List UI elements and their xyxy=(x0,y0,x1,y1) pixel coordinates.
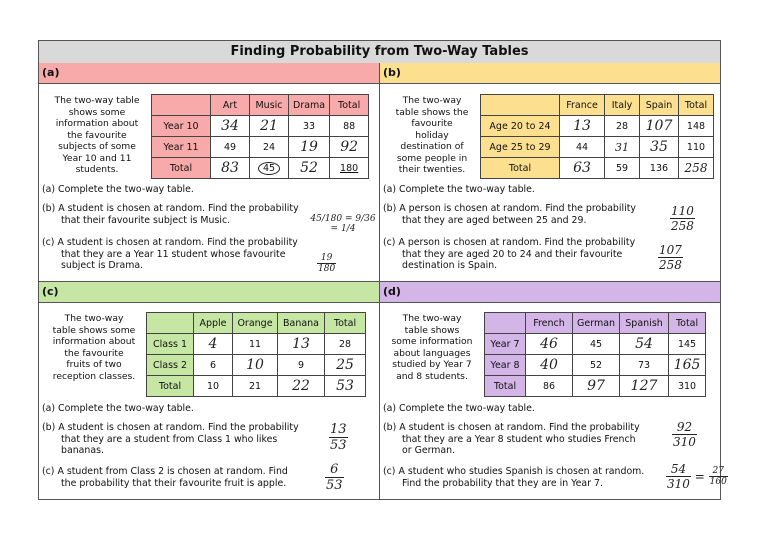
col-header: Orange xyxy=(233,313,278,334)
handwritten-cell: 54 xyxy=(620,334,669,355)
handwritten-cell: 21 xyxy=(250,116,289,137)
handwritten-answer-d-b xyxy=(672,420,697,449)
section-a xyxy=(39,63,380,282)
question-line: (b) A student is chosen at random. Find the probability xyxy=(383,422,640,433)
table-cell: 110 xyxy=(679,137,714,158)
handwritten-cell: 258 xyxy=(679,158,714,179)
worksheet xyxy=(38,40,727,500)
numerator: 107 xyxy=(659,243,682,257)
handwritten-cell: 40 xyxy=(526,355,573,376)
col-header: Drama xyxy=(289,95,330,116)
handwritten-answer-c-b xyxy=(329,422,348,453)
table-cell: 28 xyxy=(605,116,640,137)
intro-line: table shows xyxy=(404,324,460,336)
handwritten-cell: 31 xyxy=(605,137,640,158)
intro-line: about languages xyxy=(393,347,471,359)
handwritten-answer-b-c xyxy=(658,243,683,272)
handwritten-cell: 46 xyxy=(526,334,573,355)
denominator: 53 xyxy=(326,478,343,493)
col-header: Italy xyxy=(605,95,640,116)
numerator: 19 xyxy=(317,253,336,264)
table-corner xyxy=(147,313,194,334)
col-header: Apple xyxy=(194,313,233,334)
handwritten-answer-a-c xyxy=(317,253,336,274)
question-b-3 xyxy=(383,237,635,272)
row-header: Class 1 xyxy=(147,334,194,355)
question-line: (b) A student is chosen at random. Find the probability xyxy=(42,422,299,433)
handwritten-cell: 35 xyxy=(640,137,679,158)
question-line: that they are a Year 11 student whose favourite xyxy=(61,248,286,260)
table-corner xyxy=(485,313,526,334)
two-way-table-d xyxy=(484,312,706,397)
table-corner xyxy=(481,95,560,116)
table-cell: 59 xyxy=(605,158,640,179)
handwritten-cell: 34 xyxy=(211,116,250,137)
handwritten-cell: 10 xyxy=(233,355,278,376)
question-a-3 xyxy=(42,237,298,272)
two-way-table-b xyxy=(480,94,714,179)
intro-line: some people in xyxy=(396,152,468,164)
row-header: Year 10 xyxy=(152,116,211,137)
col-header: German xyxy=(573,313,620,334)
section-b xyxy=(380,63,720,282)
col-header: Spanish xyxy=(620,313,669,334)
col-header: Total xyxy=(330,95,369,116)
two-way-table-c xyxy=(146,312,366,397)
denominator: 258 xyxy=(671,219,694,233)
intro-line: the favourite xyxy=(64,347,124,359)
question-line: (c) A student who studies Spanish is chosen at random. xyxy=(383,466,645,477)
table-cell: 21 xyxy=(233,376,278,397)
question-line: that they are a student from Class 1 who likes xyxy=(61,433,278,445)
question-line: destination is Spain. xyxy=(402,260,498,271)
table-cell: 24 xyxy=(250,137,289,158)
question-line: that they are a Year 8 student who studies French xyxy=(402,433,636,445)
intro-line: The two-way xyxy=(64,313,124,324)
numerator: 92 xyxy=(672,420,697,435)
handwritten-cell: 13 xyxy=(560,116,605,137)
intro-line: fruits of two xyxy=(66,359,122,370)
handwritten-cell: 52 xyxy=(289,158,330,179)
handwritten-cell: 107 xyxy=(640,116,679,137)
intro-line: favourite xyxy=(411,118,453,129)
denominator: 258 xyxy=(659,258,682,272)
section-c xyxy=(39,282,380,499)
denominator: 310 xyxy=(673,435,696,449)
worksheet-title: Finding Probability from Two-Way Tables xyxy=(39,41,720,64)
table-cell: 9 xyxy=(278,355,325,376)
handwritten-cell: 97 xyxy=(573,376,620,397)
intro-line: table shows some xyxy=(52,324,136,336)
table-corner xyxy=(152,95,211,116)
question-a-1: (a) Complete the two-way table. xyxy=(42,184,194,195)
question-b-2 xyxy=(383,203,636,226)
denominator: 310 xyxy=(667,477,690,491)
intro-line: shows some xyxy=(68,106,126,118)
question-c-3 xyxy=(42,466,288,489)
row-header: Total xyxy=(485,376,526,397)
question-line: or German. xyxy=(402,445,456,456)
intro-line: The two-way xyxy=(402,313,462,324)
denominator: 160 xyxy=(709,477,727,487)
question-line: Find the probability that they are in Year 7. xyxy=(402,477,603,489)
table-cell: 73 xyxy=(620,355,669,376)
handwritten-cell: 13 xyxy=(278,334,325,355)
question-line: that they are aged between 25 and 29. xyxy=(402,214,587,226)
handwritten-cell: 165 xyxy=(669,355,706,376)
handwritten-answer-b-b xyxy=(670,204,695,233)
section-a-intro xyxy=(47,95,147,176)
numerator: 13 xyxy=(330,422,347,437)
intro-line: the favourite xyxy=(67,129,127,141)
table-cell: 44 xyxy=(560,137,605,158)
numerator: 6 xyxy=(325,462,344,478)
circled-cell xyxy=(250,158,289,179)
question-d-1: (a) Complete the two-way table. xyxy=(383,403,535,414)
row-header: Class 2 xyxy=(147,355,194,376)
circled-value: 45 xyxy=(258,162,280,175)
question-c-2 xyxy=(42,422,299,457)
numerator: 27 xyxy=(709,466,728,477)
row-header: Total xyxy=(152,158,211,179)
col-header: Total xyxy=(679,95,714,116)
intro-line: studied by Year 7 xyxy=(392,359,472,370)
table-cell: 45 xyxy=(573,334,620,355)
section-c-intro xyxy=(45,313,143,382)
section-d-header: (d) xyxy=(380,282,720,303)
row-header: Total xyxy=(481,158,560,179)
intro-line: information about xyxy=(55,118,139,129)
question-a-2 xyxy=(42,203,299,226)
table-cell: 10 xyxy=(194,376,233,397)
question-line: (b) A person is chosen at random. Find the probability xyxy=(383,203,636,214)
numerator: 110 xyxy=(671,204,694,218)
handwritten-cell: 19 xyxy=(289,137,330,158)
handwritten-cell: 25 xyxy=(325,355,366,376)
question-d-3 xyxy=(383,466,644,489)
two-way-table-a xyxy=(151,94,369,179)
row-header: Year 8 xyxy=(485,355,526,376)
row-header: Age 20 to 24 xyxy=(481,116,560,137)
col-header: Total xyxy=(325,313,366,334)
intro-line: The two-way xyxy=(402,95,462,106)
section-d xyxy=(380,282,727,499)
table-cell: 310 xyxy=(669,376,706,397)
col-header: Total xyxy=(669,313,706,334)
table-cell: 11 xyxy=(233,334,278,355)
table-cell: 52 xyxy=(573,355,620,376)
handwritten-cell: 22 xyxy=(278,376,325,397)
intro-line: table shows the xyxy=(395,106,469,118)
handwritten-answer-d-c xyxy=(666,462,728,491)
handwritten-cell: 92 xyxy=(330,137,369,158)
denominator: 53 xyxy=(330,438,347,453)
question-line: (c) A student is chosen at random. Find the probability xyxy=(42,237,298,248)
intro-line: students. xyxy=(75,164,119,175)
section-b-header: (b) xyxy=(380,63,720,84)
table-cell: 136 xyxy=(640,158,679,179)
table-cell: 33 xyxy=(289,116,330,137)
table-cell: 6 xyxy=(194,355,233,376)
handwritten-cell: 127 xyxy=(620,376,669,397)
section-b-intro xyxy=(386,95,478,176)
handwritten-cell: 53 xyxy=(325,376,366,397)
handwritten-cell: 63 xyxy=(560,158,605,179)
table-cell: 180 xyxy=(330,158,369,179)
intro-line: The two-way table xyxy=(54,95,140,106)
intro-line: Year 10 and 11 xyxy=(62,152,132,164)
row-header: Year 7 xyxy=(485,334,526,355)
question-line: (c) A person is chosen at random. Find the probability xyxy=(383,237,636,248)
handwritten-answer-c-c xyxy=(325,462,344,493)
table-cell: 86 xyxy=(526,376,573,397)
question-line: bananas. xyxy=(61,445,104,456)
table-cell: 148 xyxy=(679,116,714,137)
question-line: (c) A student from Class 2 is chosen at random. Find xyxy=(42,466,288,477)
section-a-header: (a) xyxy=(39,63,379,84)
col-header: Art xyxy=(211,95,250,116)
denominator: 180 xyxy=(318,264,336,274)
question-line: that their favourite subject is Music. xyxy=(61,214,231,226)
intro-line: holiday xyxy=(415,129,449,141)
intro-line: reception classes. xyxy=(52,370,136,382)
handwritten-cell: 4 xyxy=(194,334,233,355)
table-cell: 145 xyxy=(669,334,706,355)
intro-line: their twenties. xyxy=(398,164,466,175)
handwritten-cell: 83 xyxy=(211,158,250,179)
col-header: French xyxy=(526,313,573,334)
question-line: the probability that their favourite fruit is apple. xyxy=(61,477,287,489)
col-header: Banana xyxy=(278,313,325,334)
question-line: that they are aged 20 to 24 and their favourite xyxy=(402,248,623,260)
section-d-intro xyxy=(384,313,480,382)
col-header: Spain xyxy=(640,95,679,116)
row-header: Year 11 xyxy=(152,137,211,158)
question-c-1: (a) Complete the two-way table. xyxy=(42,403,194,414)
table-cell: 28 xyxy=(325,334,366,355)
question-line: (b) A student is chosen at random. Find the probability xyxy=(42,203,299,214)
numerator: 54 xyxy=(666,462,691,477)
section-c-header: (c) xyxy=(39,282,379,303)
intro-line: subjects of some xyxy=(58,141,136,152)
table-cell: 88 xyxy=(330,116,369,137)
row-header: Age 25 to 29 xyxy=(481,137,560,158)
row-header: Total xyxy=(147,376,194,397)
equals-sign: = xyxy=(694,469,705,484)
question-b-1: (a) Complete the two-way table. xyxy=(383,184,535,195)
question-line: subject is Drama. xyxy=(61,260,144,271)
intro-line: and 8 students. xyxy=(396,370,468,382)
table-cell: 49 xyxy=(211,137,250,158)
intro-line: some information xyxy=(391,336,473,347)
col-header: Music xyxy=(250,95,289,116)
handwritten-answer-a-b: 45/180 = 9/36 = 1/4 xyxy=(310,214,376,234)
col-header: France xyxy=(560,95,605,116)
question-d-2 xyxy=(383,422,640,457)
intro-line: information about xyxy=(52,336,136,347)
intro-line: destination of xyxy=(400,141,464,152)
